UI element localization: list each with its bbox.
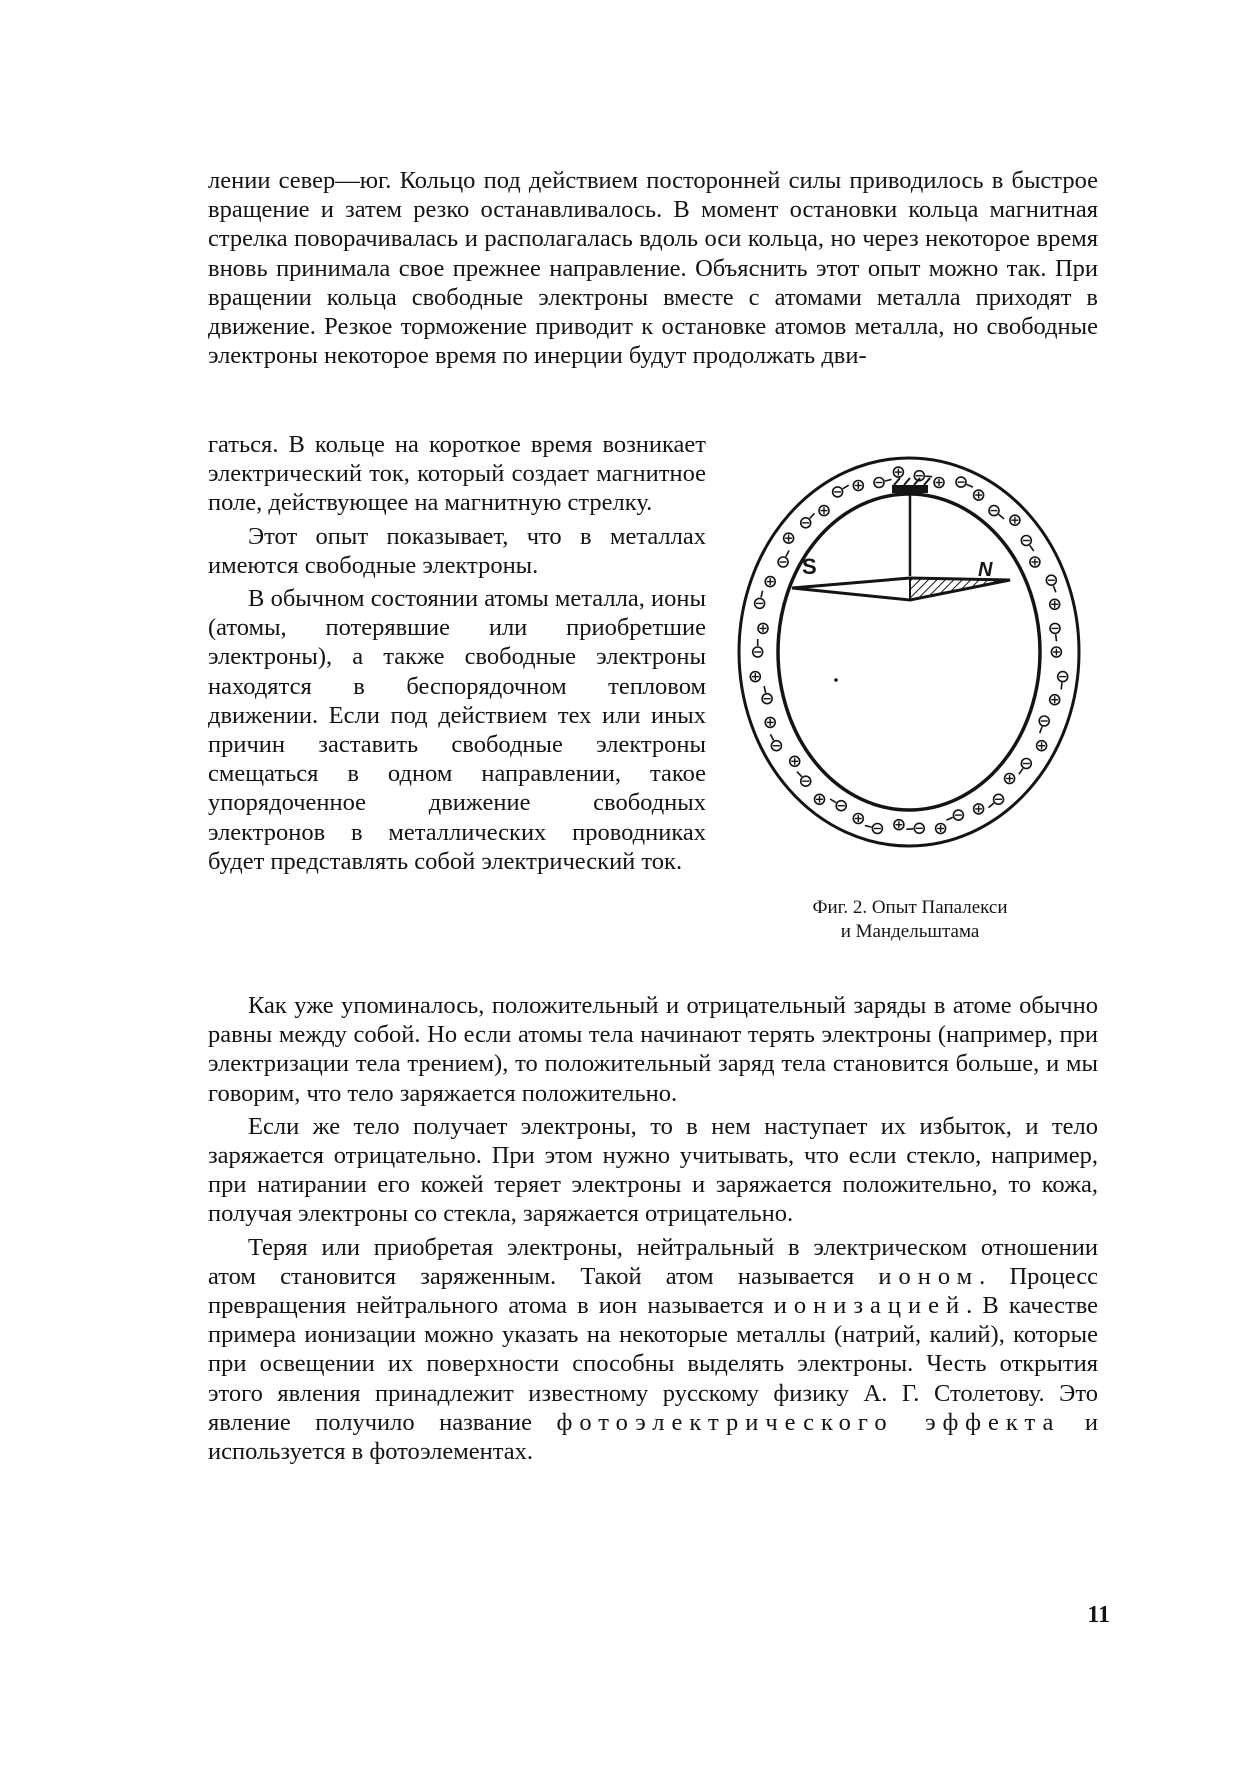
electron-motion-arrow bbox=[1053, 586, 1056, 593]
p6-part-a: Теряя или приобретая электроны, нейтральный в электрическом отношении атом становится заряженным. Такой атом называется bbox=[208, 1233, 1098, 1290]
electron-motion-arrow bbox=[1019, 768, 1023, 774]
electron-motion-arrow bbox=[764, 686, 766, 693]
electron-motion-arrow bbox=[843, 485, 849, 489]
text-block-left-column bbox=[208, 430, 706, 876]
electron-motion-arrow bbox=[865, 826, 872, 828]
electron-motion-arrow bbox=[830, 799, 836, 803]
p6-part-g: и используется в фотоэлементах. bbox=[208, 1408, 1098, 1466]
paragraph-6 bbox=[208, 1233, 1098, 1467]
paragraph-3: В обычном состоянии атомы металла, ионы (атомы, потерявшие или приобретшие электроны), а также свободные электроны находятся в беспорядочном тепловом движении. Если под действием тех или иных причин заставить свободные электроны смещаться в одном направлении, такое упорядоченное движение свободных электронов в металлических проводниках будет представлять собой электрический ток. bbox=[208, 585, 706, 875]
electron-motion-arrow bbox=[1056, 634, 1057, 641]
electron-motion-arrow bbox=[810, 513, 815, 518]
figure-papaleksi-mandelstam bbox=[720, 448, 1100, 942]
electron-motion-arrow bbox=[786, 551, 789, 557]
electron-motion-arrow bbox=[761, 591, 763, 598]
electron-motion-arrow bbox=[770, 734, 773, 740]
paragraph-2: Этот опыт показывает, что в металлах имеются свободные электроны. bbox=[208, 522, 706, 579]
term-ion: ионом bbox=[878, 1262, 980, 1290]
caption-line-2: и Мандельштама bbox=[840, 921, 980, 942]
paragraph-4: Как уже упоминалось, положительный и отрицательный заряды в атоме обычно равны между собой. Но если атомы тела начинают терять электроны (например, при электризации тела трением), то положительный заряд тела становится больше, и мы говорим, что тело заряжается положительно. bbox=[208, 992, 1098, 1107]
electron-motion-arrow bbox=[885, 479, 892, 481]
suspension-mount bbox=[892, 485, 928, 493]
text-block-top bbox=[208, 166, 1098, 370]
ring-diagram bbox=[720, 448, 1100, 888]
paragraph-5: Если же тело получает электроны, то в нем наступает их избыток, и тело заряжается отрицательно. При этом нужно учитывать, что если стекло, например, при натирании его кожей теряет электроны и заряжается положительно, то кожа, получая электроны со стекла, заряжается отрицательно. bbox=[208, 1112, 1098, 1228]
paragraph-1-top: лении север—юг. Кольцо под действием посторонней силы приводилось в быстрое вращение и затем резко останавливалось. В момент остановки кольца магнитная стрелка поворачивалась и располагалась вдоль оси кольца, но через некоторое время вновь принимала свое прежнее направление. Объяснить этот опыт можно так. При вращении кольца свободные электроны вместе с атомами металла приходят в движение. Резкое торможение приводит к остановке атомов металла, но свободные электроны некоторое время по инерции будут продолжать дви- bbox=[208, 167, 1098, 370]
caption-line-1: Фиг. 2. Опыт Папалекси bbox=[812, 897, 1008, 918]
label-south: S bbox=[802, 554, 817, 579]
electron-motion-arrow bbox=[925, 476, 932, 477]
electron-motion-arrow bbox=[1061, 683, 1062, 690]
p6-part-e: . В качестве примера ионизации можно указать на некоторые металлы (натрий, калий), которые при освещении их поверхности способны выделять электроны. Честь открытия этого явления принадлежит известному русскому физику А. Г. Столетову. Это явление получило название bbox=[208, 1292, 1099, 1436]
paragraph-1-continued: гаться. В кольце на короткое время возникает электрический ток, который создает магнитное поле, действующее на магнитную стрелку. bbox=[208, 431, 706, 517]
electron-motion-arrow bbox=[1030, 545, 1034, 551]
page-number: 11 bbox=[1087, 1602, 1110, 1628]
electron-motion-arrow bbox=[1040, 727, 1042, 734]
term-photoelectric-effect: фотоэлектрического эффекта bbox=[556, 1408, 1061, 1436]
electron-motion-arrow bbox=[967, 484, 974, 487]
electron-motion-arrow bbox=[906, 829, 913, 830]
compass-needle-north-half bbox=[910, 578, 1010, 600]
label-north: N bbox=[978, 559, 993, 581]
electron-motion-arrow bbox=[946, 817, 952, 820]
electron-motion-arrow bbox=[988, 803, 994, 808]
figure-caption bbox=[720, 896, 1100, 944]
electron-motion-arrow bbox=[797, 772, 802, 777]
p6-part-c: . Процесс превращения нейтрального атома в ион называется bbox=[208, 1262, 1098, 1320]
electron-motion-arrow bbox=[999, 514, 1004, 519]
term-ionization: ионизацией bbox=[773, 1292, 967, 1320]
text-block-bottom bbox=[208, 991, 1098, 1466]
